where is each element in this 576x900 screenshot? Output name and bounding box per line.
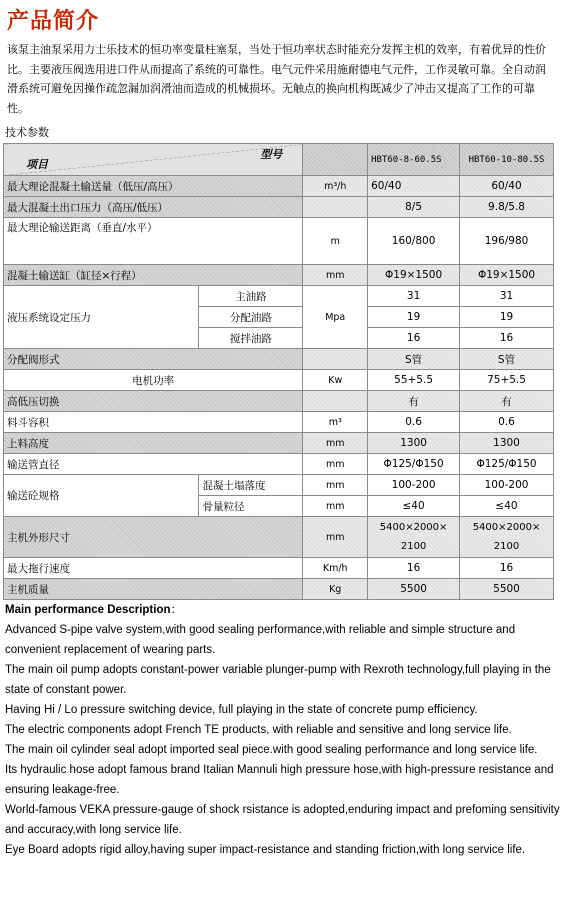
dimension-line-2: 2100 [400,541,427,552]
table-row [4,579,554,600]
row-label: 输送管直径 [4,454,303,475]
row-label: 分配阀形式 [4,349,303,370]
sub-row-label: 混凝土塌落度 [199,475,303,496]
table-row [4,370,554,391]
model-2-header: HBT60-10-80.5S [460,144,554,176]
english-paragraph: Its hydraulic hose adopt famous brand Italian Mannuli high pressure hose,with high-pressure resistance and ensuring leakage-free. [5,764,554,796]
row-value-model-2: Φ19×1500 [460,265,554,286]
row-value-model-2: 60/40 [460,176,554,197]
row-value-model-1: 1300 [368,433,460,454]
row-unit: mm [303,517,368,558]
header-unit-cell [303,144,368,176]
header-item-label: 项目 [26,158,48,171]
row-value-model-2: 0.6 [460,412,554,433]
row-label: 主机质量 [4,579,303,600]
table-row [4,349,554,370]
row-label: 料斗容积 [4,412,303,433]
dimension-line-1: 5400×2000× [472,522,541,533]
model-1-header: HBT60-8-60.5S [368,144,460,176]
row-label: 液压系统设定压力 [4,286,199,349]
table-row [4,218,554,265]
table-row [4,286,554,307]
row-value-model-1: ≤40 [368,496,460,517]
table-row [4,176,554,197]
english-paragraph: Eye Board adopts rigid alloy,having super impact-resistance and standing friction,with long service life. [5,844,526,856]
table-row [4,197,554,218]
row-value-model-2: 196/980 [460,218,554,265]
row-value-model-1: 31 [368,286,460,307]
row-value-model-1: 19 [368,307,460,328]
table-row [4,391,554,412]
row-label: 最大拖行速度 [4,558,303,579]
row-value-model-1: 100-200 [368,475,460,496]
row-label: 最大理论混凝土输送量（低压/高压） [4,176,303,197]
row-value-model-1: 0.6 [368,412,460,433]
params-label: 技术参数 [5,126,49,139]
page-title: 产品简介 [7,8,100,34]
english-paragraph: The electric components adopt French TE products, with reliable and sensitive and long service life. [5,724,512,736]
row-unit [303,349,368,370]
row-unit: m³ [303,412,368,433]
sub-row-label: 主油路 [199,286,303,307]
row-unit: m³/h [303,176,368,197]
dimension-line-2: 2100 [493,541,520,552]
row-value-model-1 [368,517,460,558]
sub-row-label: 搅拌油路 [199,328,303,349]
english-heading-colon: ： [170,604,183,616]
row-value-model-2: 1300 [460,433,554,454]
header-diagonal-cell [4,144,303,176]
english-paragraph: The main oil cylinder seal adopt imported seal piece.with good sealing performance and long service life. [5,744,538,756]
row-unit: Mpa [303,286,368,349]
row-value-model-1: 55+5.5 [368,370,460,391]
row-value-model-2 [460,517,554,558]
sub-row-label: 骨量粒径 [199,496,303,517]
table-row [4,265,554,286]
row-value-model-1: 8/5 [368,197,460,218]
row-value-model-1: Φ125/Φ150 [368,454,460,475]
row-label: 上料高度 [4,433,303,454]
row-value-model-2: 19 [460,307,554,328]
row-value-model-2: S管 [460,349,554,370]
row-value-model-1: 160/800 [368,218,460,265]
row-value-model-2: Φ125/Φ150 [460,454,554,475]
row-label: 电机功率 [4,370,303,391]
row-unit: mm [303,454,368,475]
row-label: 主机外形尺寸 [4,517,303,558]
english-description [5,600,571,860]
row-value-model-2: 31 [460,286,554,307]
english-paragraph: World-famous VEKA pressure-gauge of shock rsistance is adopted,enduring impact and prefoming sensitivity and accuracy,with long service life. [5,804,560,836]
row-value-model-2: 5500 [460,579,554,600]
row-unit: mm [303,433,368,454]
row-value-model-2: 16 [460,328,554,349]
row-unit [303,391,368,412]
row-value-model-1: 有 [368,391,460,412]
table-row [4,517,554,558]
row-value-model-2: ≤40 [460,496,554,517]
sub-row-label: 分配油路 [199,307,303,328]
header-model-label: 型号 [260,148,283,161]
row-unit: Kw [303,370,368,391]
row-label: 最大混凝土出口压力（高压/低压） [4,197,303,218]
row-label: 输送砼规格 [4,475,199,517]
english-heading: Main performance Description [5,604,171,616]
row-label: 最大理论输送距离（垂直/水平） [4,218,303,265]
row-value-model-2: 9.8/5.8 [460,197,554,218]
row-label: 高低压切换 [4,391,303,412]
spec-table [3,143,554,600]
english-paragraph: Advanced S-pipe valve system,with good sealing performance,with reliable and simple structure and convenient replacement of wearing parts. [5,624,516,656]
row-unit: mm [303,475,368,496]
row-value-model-2: 16 [460,558,554,579]
row-value-model-1: Φ19×1500 [368,265,460,286]
row-unit: mm [303,265,368,286]
table-row [4,558,554,579]
row-unit: Kg [303,579,368,600]
row-value-model-1: 16 [368,328,460,349]
table-header-row [4,144,554,176]
row-value-model-1: 5500 [368,579,460,600]
row-unit: m [303,218,368,265]
row-value-model-1: 60/40 [368,176,460,197]
table-row [4,454,554,475]
table-row [4,433,554,454]
row-label: 混凝土输送缸（缸径×行程） [4,265,303,286]
row-unit: Km/h [303,558,368,579]
english-paragraph: Having Hi / Lo pressure switching device, full playing in the state of concrete pump efficiency. [5,704,478,716]
table-row [4,475,554,496]
row-unit [303,197,368,218]
english-paragraph: The main oil pump adopts constant-power variable plunger-pump with Rexroth technology,full playing in the state of constant power. [5,664,551,696]
row-value-model-2: 100-200 [460,475,554,496]
row-value-model-2: 75+5.5 [460,370,554,391]
intro-paragraph: 该泵主油泵采用力士乐技术的恒功率变量柱塞泵，当处于恒功率状态时能充分发挥主机的效率，有着优异的性价比。主要液压阀选用进口件从而提高了系统的可靠性。电气元件采用施耐德电气元件，工作灵敏可靠。全自动润滑系统可避免因操作疏忽漏加润滑油而造成的机械损坏。无触点的换向机构既减少了冲击又提高了工作的可靠性。 [7,43,546,115]
table-row [4,412,554,433]
dimension-line-1: 5400×2000× [379,522,448,533]
row-value-model-1: S管 [368,349,460,370]
row-unit: mm [303,496,368,517]
row-value-model-1: 16 [368,558,460,579]
row-value-model-2: 有 [460,391,554,412]
